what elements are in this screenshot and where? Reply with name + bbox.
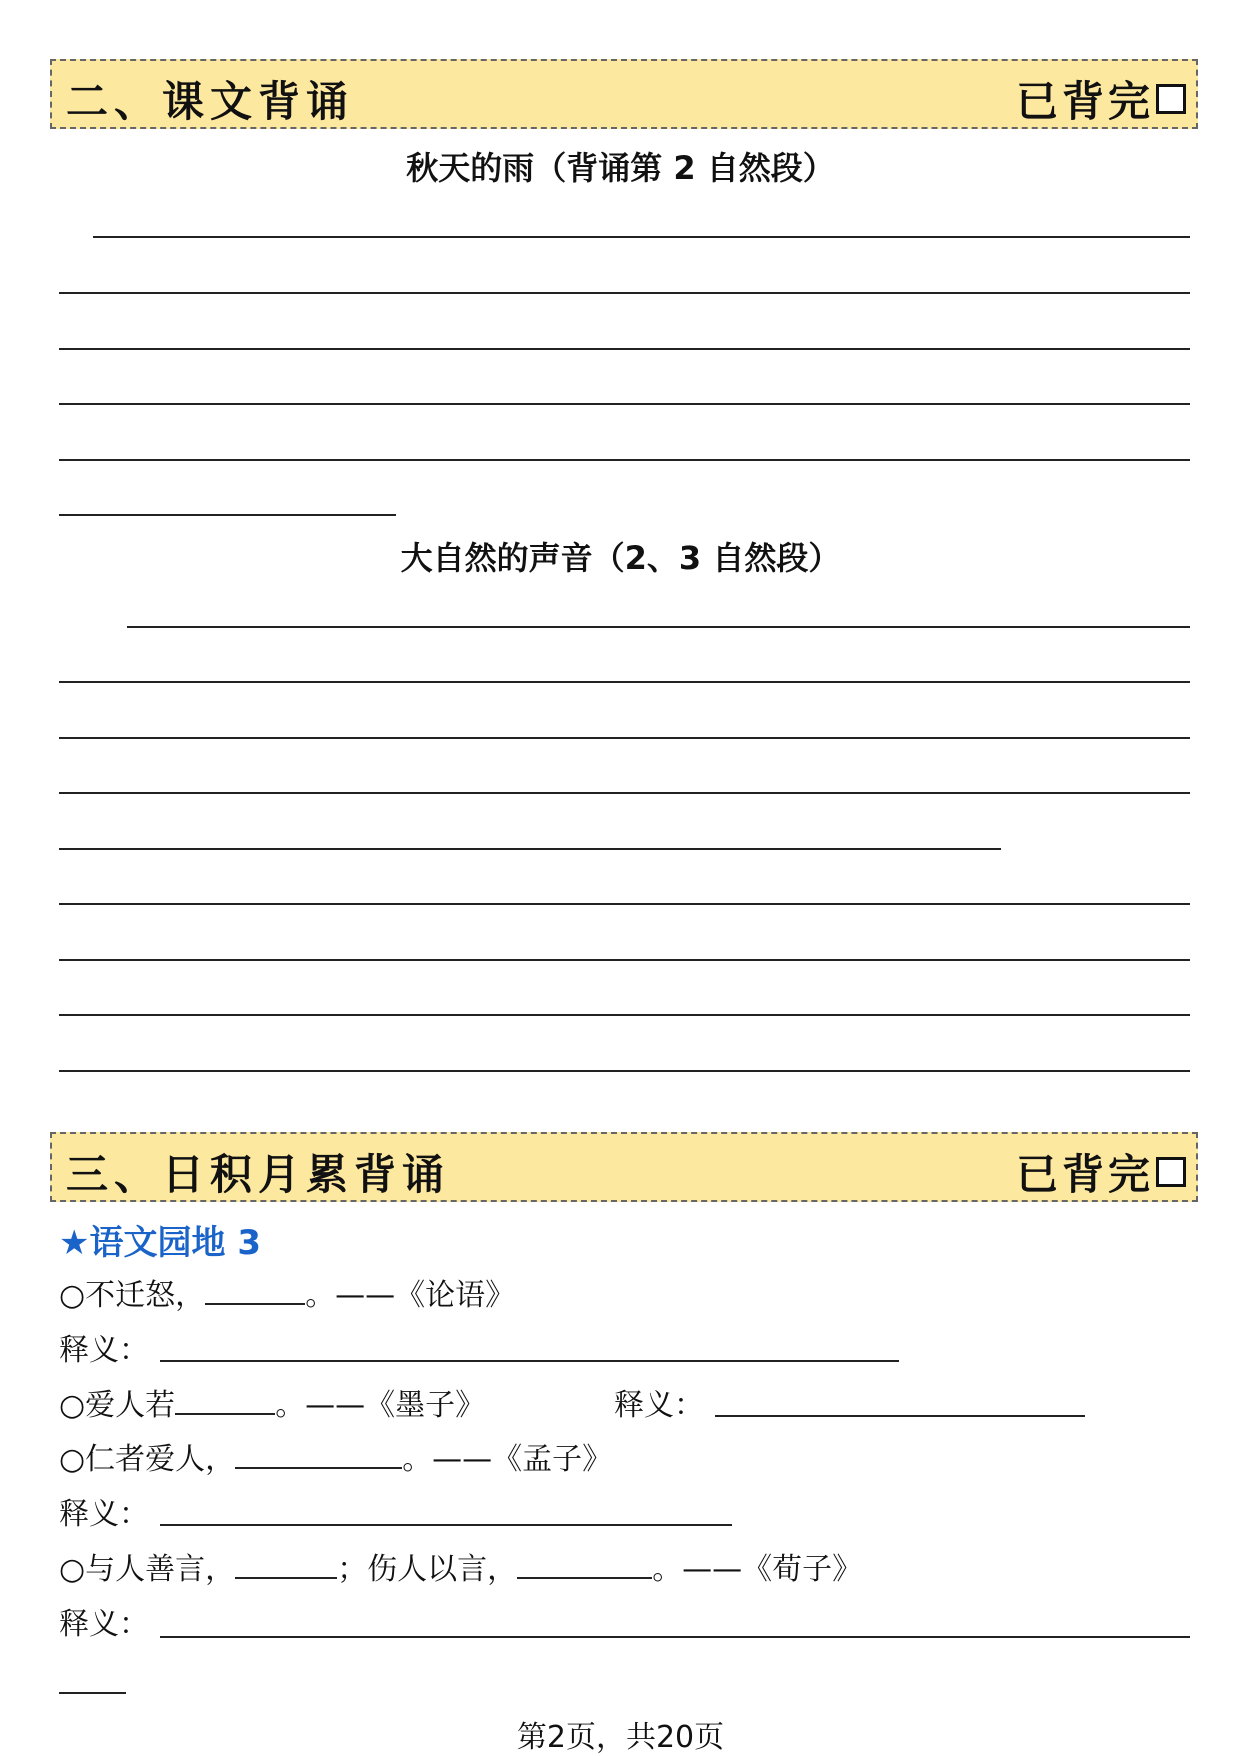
quote-item <box>59 1434 612 1478</box>
done-checkbox[interactable] <box>1156 1157 1186 1187</box>
writing-line <box>59 792 1190 794</box>
fill-blank[interactable] <box>517 1549 652 1579</box>
done-indicator <box>1016 69 1186 129</box>
writing-line <box>59 737 1190 739</box>
writing-line <box>59 1070 1190 1072</box>
meaning-line <box>59 1325 149 1369</box>
writing-line <box>59 403 1190 405</box>
quote-middle: ；伤人以言， <box>337 1552 518 1587</box>
writing-line <box>59 1014 1190 1016</box>
meaning-line <box>59 1599 149 1643</box>
writing-line <box>93 236 1190 238</box>
meaning-label: 释义： <box>59 1497 149 1532</box>
meaning-blank[interactable] <box>160 1360 899 1362</box>
quote-suffix: 。——《论语》 <box>305 1278 516 1313</box>
meaning-blank[interactable] <box>160 1636 1190 1638</box>
section-title: 二、课文背诵 <box>66 77 355 126</box>
writing-line <box>59 848 1001 850</box>
writing-line <box>59 348 1190 350</box>
meaning-label: 释义： <box>614 1388 704 1423</box>
writing-line <box>59 292 1190 294</box>
fill-blank[interactable] <box>235 1549 337 1579</box>
writing-line <box>59 959 1190 961</box>
done-label: 已背完 <box>1015 77 1154 126</box>
page-number: 第2页，共20页 <box>516 1720 725 1755</box>
fill-blank[interactable] <box>235 1439 402 1469</box>
quote-suffix: 。——《荀子》 <box>652 1552 863 1587</box>
writing-line <box>59 681 1190 683</box>
writing-line <box>59 514 396 516</box>
writing-line <box>59 459 1190 461</box>
quote-suffix: 。——《孟子》 <box>402 1442 613 1477</box>
meaning-blank-continuation[interactable] <box>59 1692 126 1694</box>
section-title: 三、日积月累背诵 <box>66 1150 451 1199</box>
passage-title: 大自然的声音（2、3 自然段） <box>400 539 841 577</box>
passage-title: 秋天的雨（背诵第 2 自然段） <box>406 149 835 187</box>
quote-prefix: ○爱人若 <box>59 1388 176 1423</box>
meaning-label: 释义： <box>59 1333 149 1368</box>
section-header-accumulation <box>50 1132 1198 1202</box>
meaning-line <box>614 1380 704 1424</box>
writing-line <box>59 903 1190 905</box>
meaning-label: 释义： <box>59 1607 149 1642</box>
fill-blank[interactable] <box>205 1275 305 1305</box>
quote-prefix: ○不迁怒， <box>59 1278 206 1313</box>
quote-item <box>59 1544 862 1588</box>
quote-prefix: ○仁者爱人， <box>59 1442 236 1477</box>
meaning-line <box>59 1489 149 1533</box>
quote-item <box>59 1380 485 1424</box>
section-header-recitation <box>50 59 1198 129</box>
quote-item <box>59 1270 515 1314</box>
meaning-blank[interactable] <box>160 1524 732 1526</box>
subheading: ★语文园地 3 <box>59 1223 261 1263</box>
fill-blank[interactable] <box>175 1385 275 1415</box>
quote-prefix: ○与人善言， <box>59 1552 236 1587</box>
done-checkbox[interactable] <box>1156 84 1186 114</box>
quote-suffix: 。——《墨子》 <box>275 1388 486 1423</box>
meaning-blank[interactable] <box>715 1415 1085 1417</box>
done-indicator <box>1016 1142 1186 1202</box>
done-label: 已背完 <box>1015 1150 1154 1199</box>
writing-line <box>127 626 1190 628</box>
